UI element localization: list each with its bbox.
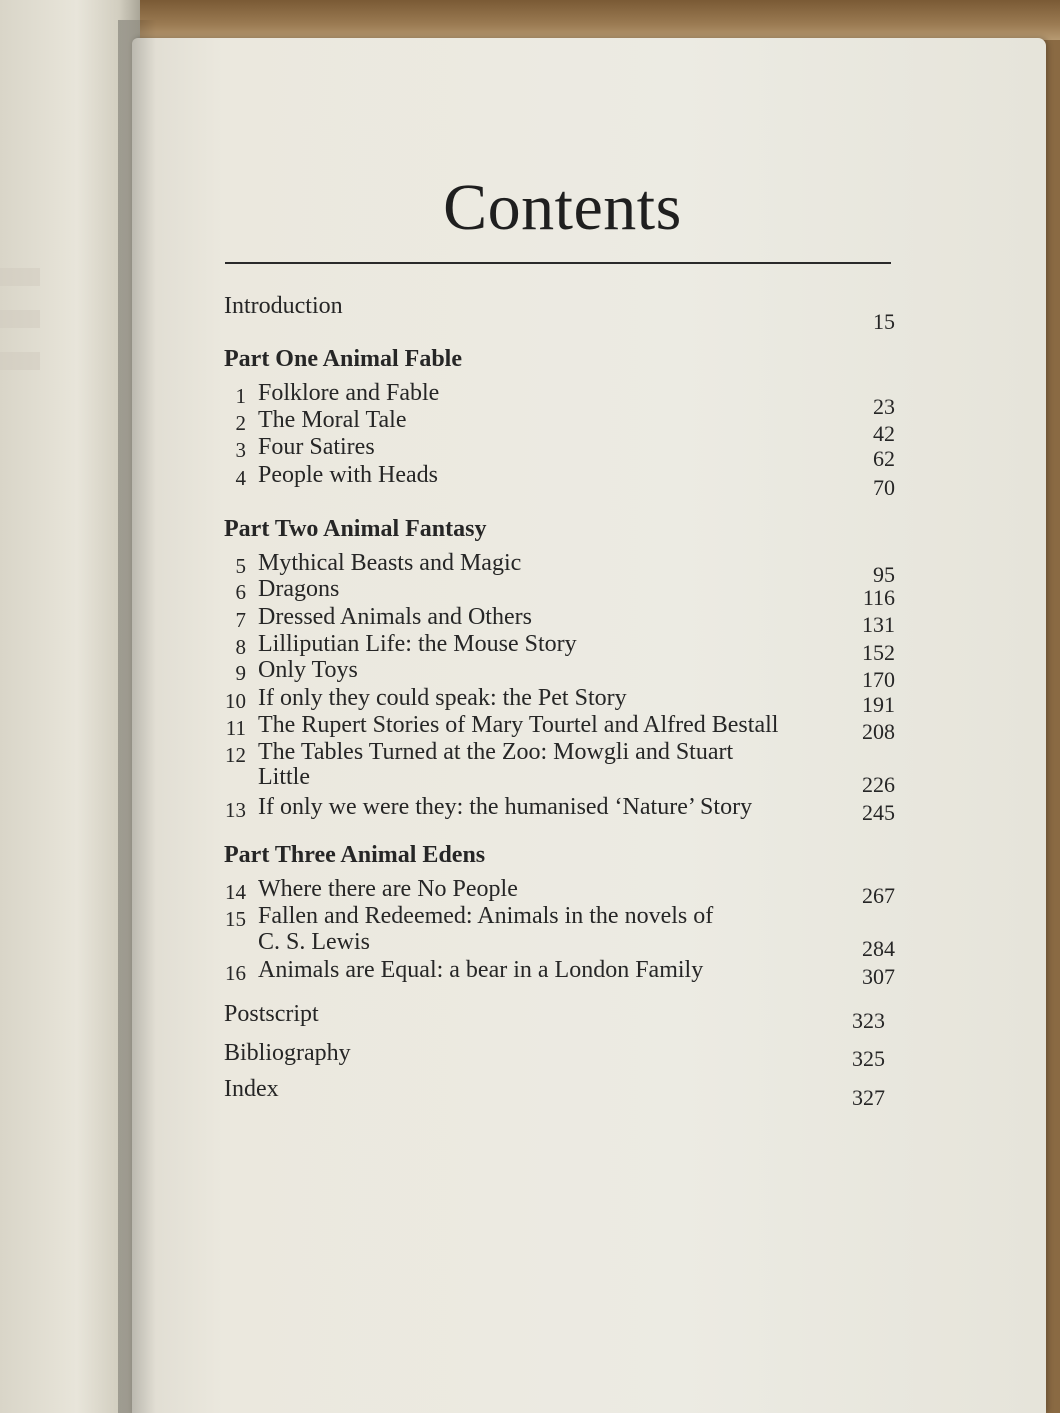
toc-page-number: 152	[862, 640, 895, 665]
chapter-title: The Rupert Stories of Mary Tourtel and Alfred Bestall	[258, 712, 779, 738]
part-heading: Part Two Animal Fantasy	[224, 516, 487, 542]
toc-page-number: 208	[862, 719, 895, 744]
toc-page-number: 70	[873, 475, 895, 500]
chapter-title: Lilliputian Life: the Mouse Story	[258, 631, 577, 657]
part-heading: Part Three Animal Edens	[224, 842, 486, 868]
toc-page-number: 15	[873, 309, 895, 334]
toc-page-number: 42	[873, 421, 895, 446]
chapter-number: 2	[235, 411, 246, 435]
chapter-number: 5	[235, 554, 246, 578]
toc-page-number: 267	[862, 883, 895, 908]
chapter-number: 10	[225, 689, 246, 713]
chapter-number: 9	[235, 661, 246, 685]
toc-entry-bibliography: Bibliography	[224, 1040, 351, 1066]
toc-page-number: 323	[852, 1008, 885, 1033]
chapter-title: Dragons	[258, 576, 340, 602]
chapter-title-continued: Little	[258, 764, 310, 790]
chapter-number: 11	[225, 716, 246, 740]
chapter-title: Fallen and Redeemed: Animals in the novels of	[258, 903, 714, 929]
chapter-title: Four Satires	[258, 434, 375, 460]
toc-page-number: 191	[862, 692, 895, 717]
chapter-number: 3	[235, 438, 246, 462]
chapter-number: 7	[235, 608, 246, 632]
chapter-title: The Tables Turned at the Zoo: Mowgli and Stuart	[258, 739, 734, 765]
chapter-number: 4	[235, 466, 246, 490]
chapter-number: 1	[235, 384, 246, 408]
toc-page-number: 131	[862, 612, 895, 637]
chapter-title: Where there are No People	[258, 876, 518, 902]
toc-page-number: 95	[873, 562, 895, 587]
chapter-title: If only we were they: the humanised ‘Nature’ Story	[258, 794, 753, 820]
chapter-title: Dressed Animals and Others	[258, 604, 532, 630]
chapter-title: Mythical Beasts and Magic	[258, 550, 522, 576]
toc-page-number: 23	[873, 394, 895, 419]
toc-page-number: 327	[852, 1085, 885, 1110]
chapter-number: 6	[235, 580, 246, 604]
chapter-title-continued: C. S. Lewis	[258, 929, 371, 955]
toc-entry-introduction: Introduction	[224, 293, 343, 319]
chapter-number: 13	[225, 798, 246, 822]
toc-page-number: 62	[873, 446, 895, 471]
toc-page-number: 226	[862, 772, 895, 797]
toc-page-number: 170	[862, 667, 895, 692]
toc-entry-index: Index	[224, 1076, 279, 1102]
chapter-title: Animals are Equal: a bear in a London Family	[258, 957, 704, 983]
chapter-title: People with Heads	[258, 462, 438, 488]
chapter-title: The Moral Tale	[258, 407, 407, 433]
toc-page-number: 325	[852, 1046, 885, 1071]
toc-entry-postscript: Postscript	[224, 1001, 319, 1027]
page-title: Contents	[443, 171, 682, 244]
chapter-number: 16	[225, 961, 246, 985]
toc-page-number: 245	[862, 800, 895, 825]
part-heading: Part One Animal Fable	[224, 346, 462, 372]
chapter-title: If only they could speak: the Pet Story	[258, 685, 627, 711]
toc-page-number: 307	[862, 964, 895, 989]
toc-page-number: 284	[862, 936, 895, 961]
chapter-title: Only Toys	[258, 657, 358, 683]
chapter-number: 8	[235, 635, 246, 659]
chapter-title: Folklore and Fable	[258, 380, 440, 406]
chapter-number: 15	[225, 907, 246, 931]
chapter-number: 12	[225, 743, 246, 767]
toc-page-number: 116	[862, 585, 895, 610]
chapter-number: 14	[225, 880, 246, 904]
